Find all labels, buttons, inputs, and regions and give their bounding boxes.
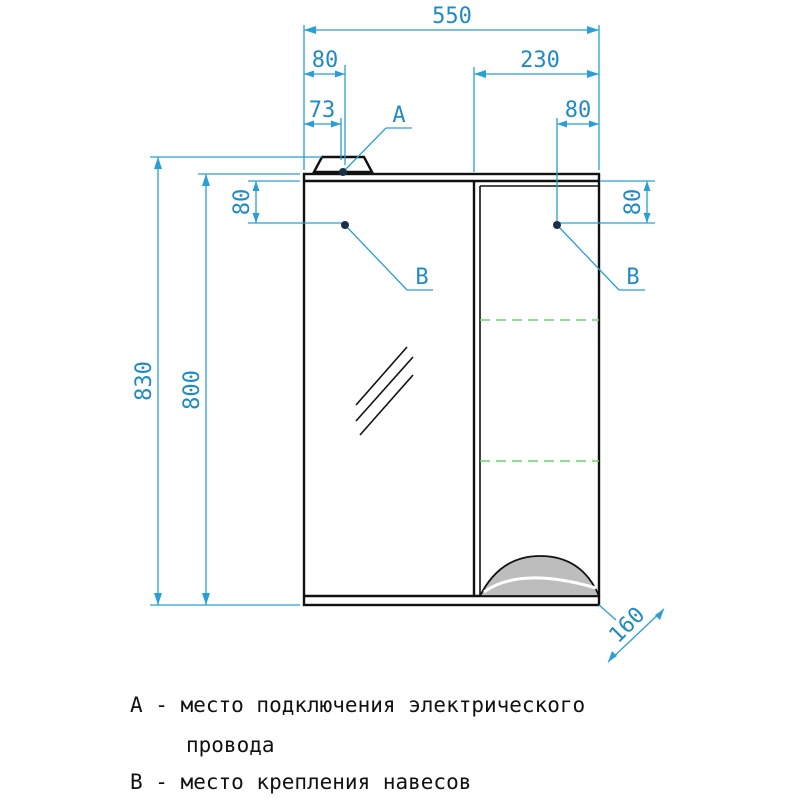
dim-left-hole-drop-label: 80 [230, 188, 255, 216]
marker-b-left [341, 221, 433, 290]
dim-total-width-label: 550 [432, 4, 472, 29]
dim-depth [599, 603, 664, 662]
dim-right-offset [557, 98, 599, 223]
dim-right-hole-drop [560, 181, 655, 223]
legend-line-b: В - место крепления навесов [130, 770, 472, 794]
marker-a [339, 103, 412, 176]
cabinet-body [304, 174, 599, 605]
dim-left-offset-a-label: 80 [311, 48, 339, 73]
marker-b-left-label: B [415, 265, 429, 290]
marker-b-left-point [341, 221, 349, 229]
marker-a-point [339, 168, 347, 176]
dim-total-height-label: 830 [132, 361, 157, 401]
dim-total-width [304, 4, 599, 170]
legend-line-a-continued: провода [186, 733, 275, 757]
dim-body-height-label: 800 [180, 370, 205, 410]
marker-b-right-point [553, 221, 561, 229]
dim-right-offset-label: 80 [564, 98, 592, 123]
dim-left-hole-drop [230, 181, 345, 223]
dim-left-offset-b-label: 73 [308, 98, 336, 123]
cabinet-outline [304, 174, 599, 605]
dim-right-section-label: 230 [520, 48, 560, 73]
marker-a-label: A [392, 103, 406, 128]
marker-b-right-label: B [626, 265, 640, 290]
dim-body-height [180, 174, 300, 605]
dim-depth-label: 160 [604, 602, 651, 649]
bottom-niche-arc [480, 556, 599, 596]
mirror-reflection-lines [356, 347, 413, 435]
dim-total-height [132, 157, 322, 605]
dim-left-offset-b [304, 98, 341, 160]
legend-line-a: А - место подключения электрического [130, 693, 586, 717]
dim-right-hole-drop-label: 80 [621, 188, 646, 216]
